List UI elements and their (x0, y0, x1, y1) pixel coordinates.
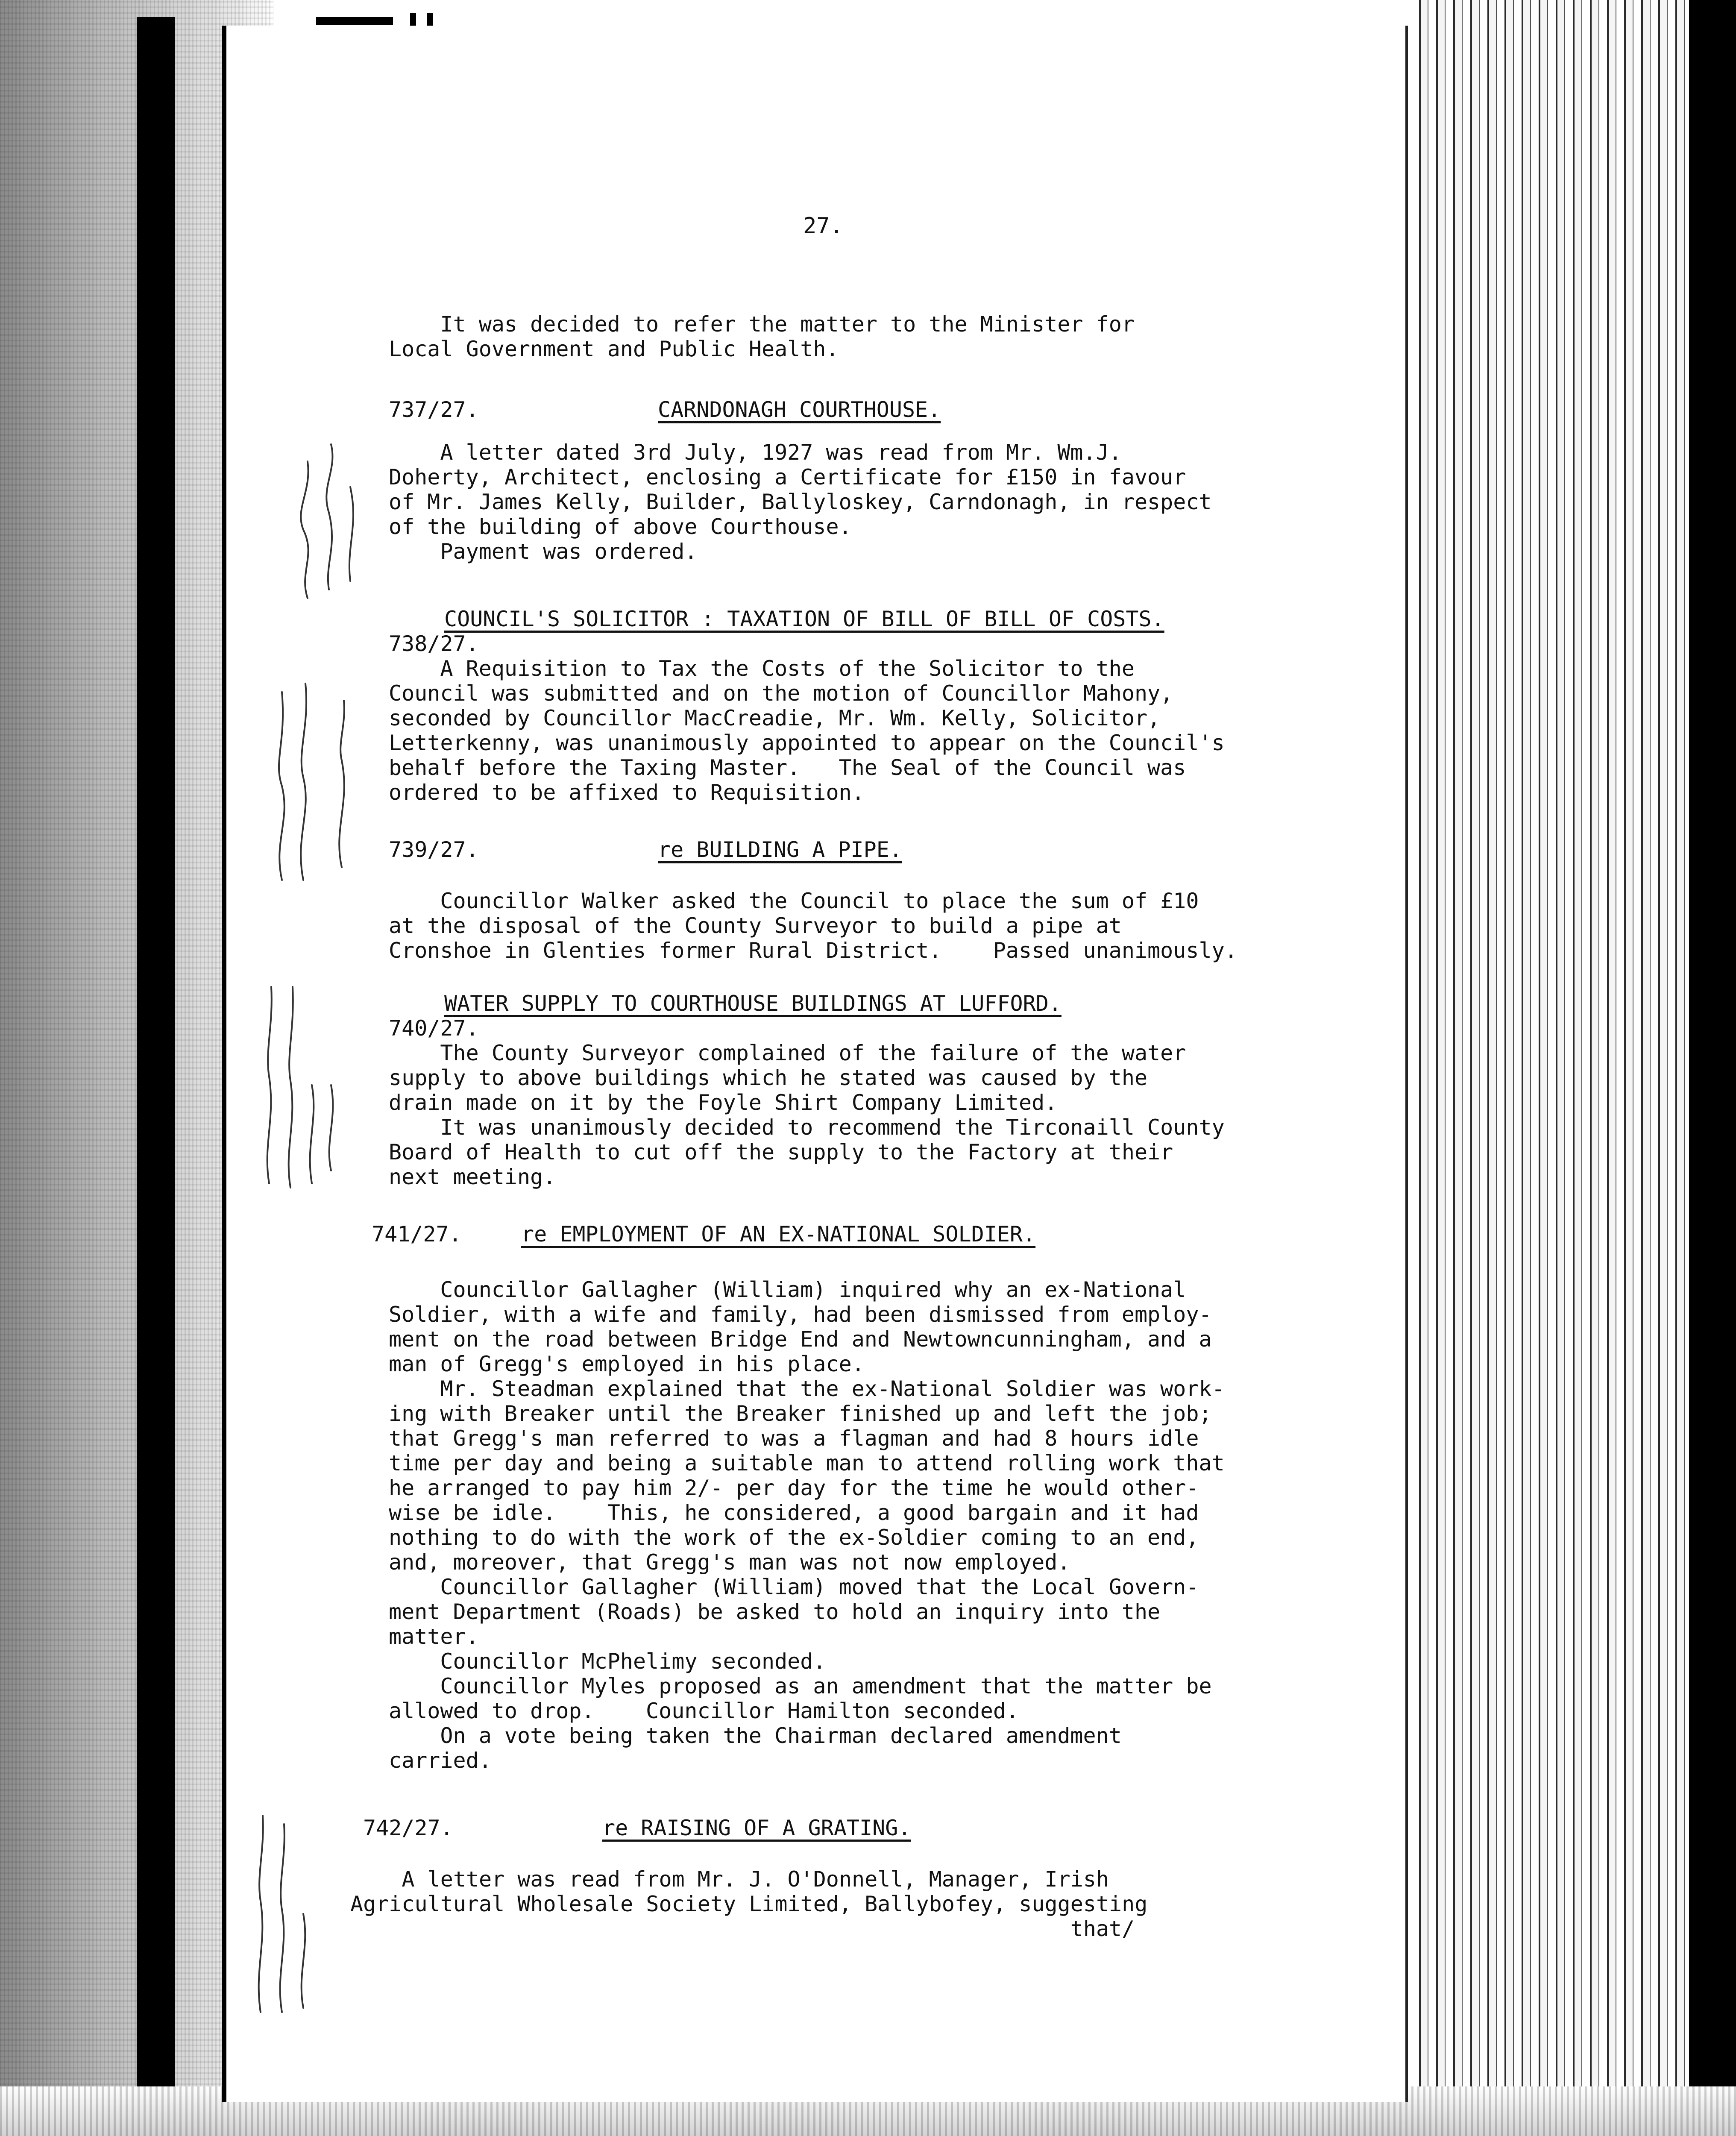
minute-item (389, 397, 1414, 577)
minute-number: 739/27. (389, 837, 479, 862)
minute-heading: COUNCIL'S SOLICITOR : TAXATION OF BILL OF BILL OF COSTS. (444, 607, 1164, 631)
minute-body: A letter dated 3rd July, 1927 was read from Mr. Wm.J. Doherty, Architect, enclosing a Certificate for £150 in favour of Mr. James Kelly, Builder, Ballyloskey, Carndonagh, in respect of the building of above Courthouse. Payment was ordered. (389, 440, 1212, 564)
handwritten-margin-notes (243, 1807, 320, 2021)
minute-heading: WATER SUPPLY TO COURTHOUSE BUILDINGS AT LUFFORD. (444, 991, 1062, 1016)
minute-number: 740/27. (389, 1016, 479, 1041)
minute-heading: re EMPLOYMENT OF AN EX-NATIONAL SOLDIER. (521, 1222, 1036, 1247)
minute-item (389, 837, 1414, 983)
minute-body: Councillor Gallagher (William) inquired why an ex-National Soldier, with a wife and family, had been dismissed from employ- ment on the road between Bridge End and Newtowncunningham, and a man of Gregg's employed in his place. Mr. Steadman explained that the ex-National Soldier was work- ing with Breaker until the Breaker finished up and left the job; that Gregg's man referred to was a flagman and had 8 hours idle time per day and being a suitable man to attend rolling work that he arranged to pay him 2/- per day for the time he would other- wise be idle. This, he considered, a good bargain and it had nothing to do with the work of the ex-Soldier coming to an end, and, moreover, that Gregg's man was not now employed. Councillor Gallagher (William) moved that the Local Govern- ment Department (Roads) be asked to hold an inquiry into the matter. Councillor McPhelimy seconded. Councillor Myles proposed as an amendment that the matter be allowed to drop. Councillor Hamilton seconded. On a vote being taken the Chairman declared amendment carried. (389, 1277, 1225, 1773)
minute-heading: re RAISING OF A GRATING. (602, 1816, 911, 1840)
minute-item (350, 1816, 1414, 1944)
minute-body: A Requisition to Tax the Costs of the Solicitor to the Council was submitted and on the motion of Councillor Mahony, seconded by Councillor MacCreadie, Mr. Wm. Kelly, Solicitor, Letterkenny, was unanimously appointed to appear on the Council's behalf before the Taxing Master. The Seal of the Council was ordered to be affixed to Requisition. (389, 656, 1225, 805)
minute-body: A letter was read from Mr. J. O'Donnell, Manager, Irish Agricultural Wholesale Society Limited, Ballybofey, suggesting that/ (350, 1867, 1148, 1941)
minute-number: 742/27. (363, 1816, 453, 1840)
minute-heading: CARNDONAGH COURTHOUSE. (658, 397, 941, 422)
minute-item (372, 1222, 1414, 1777)
minute-number: 738/27. (389, 631, 479, 656)
minute-number: 737/27. (389, 397, 479, 422)
minute-number: 741/27. (372, 1222, 462, 1247)
minute-item (389, 607, 1414, 812)
minute-body: The County Surveyor complained of the failure of the water supply to above buildings which he stated was caused by the drain made on it by the Foyle Shirt Company Limited. It was unanimously decided to recommend the Tirconaill County Board of Health to cut off the supply to the Factory at their next meeting. (389, 1041, 1225, 1189)
minute-item (389, 991, 1414, 1188)
intro-paragraph: It was decided to refer the matter to the Minister for Local Government and Public Health. (389, 312, 1135, 361)
handwritten-margin-notes (256, 419, 384, 1252)
minute-heading: re BUILDING A PIPE. (658, 837, 902, 862)
minute-body: Councillor Walker asked the Council to place the sum of £10 at the disposal of the County Surveyor to build a pipe at Cronshoe in Glenties former Rural District. Passed unanimously. (389, 889, 1237, 963)
page-number: 27. (803, 213, 843, 239)
